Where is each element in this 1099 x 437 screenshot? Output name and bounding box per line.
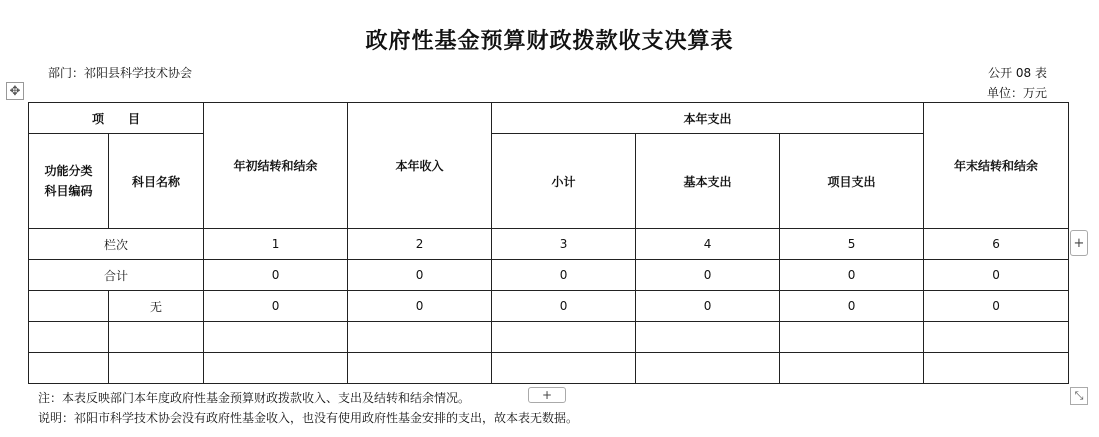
table-resize-icon[interactable]: ⤡ xyxy=(1070,387,1088,405)
table-row xyxy=(29,322,1069,353)
header-current-expense: 本年支出 xyxy=(492,103,924,134)
cell[interactable] xyxy=(204,322,348,353)
cell[interactable] xyxy=(492,353,636,384)
header-item: 项 目 xyxy=(29,103,204,134)
header-subject-name: 科目名称 xyxy=(109,134,204,229)
cell[interactable]: 0 xyxy=(492,260,636,291)
header-project-expense: 项目支出 xyxy=(780,134,924,229)
cell[interactable]: 0 xyxy=(348,260,492,291)
cell[interactable] xyxy=(780,353,924,384)
cell[interactable] xyxy=(348,353,492,384)
cell[interactable]: 0 xyxy=(924,291,1069,322)
cell[interactable]: 0 xyxy=(636,291,780,322)
cell[interactable]: 0 xyxy=(636,260,780,291)
cell[interactable]: 0 xyxy=(204,260,348,291)
cell[interactable] xyxy=(204,353,348,384)
cell[interactable] xyxy=(29,291,109,322)
cell[interactable] xyxy=(29,353,109,384)
header-opening-balance: 年初结转和结余 xyxy=(204,103,348,229)
table-move-icon[interactable]: ✥ xyxy=(6,82,24,100)
add-column-button[interactable]: + xyxy=(1070,230,1088,256)
table-note: 注：本表反映部门本年度政府性基金预算财政拨款收入、支出及结转和结余情况。 xyxy=(38,391,471,405)
cell[interactable] xyxy=(492,322,636,353)
cell[interactable] xyxy=(924,353,1069,384)
cell[interactable]: 0 xyxy=(348,291,492,322)
header-current-income: 本年收入 xyxy=(348,103,492,229)
cell[interactable]: 0 xyxy=(780,260,924,291)
cell[interactable] xyxy=(780,322,924,353)
cell[interactable] xyxy=(348,322,492,353)
table-row xyxy=(29,229,1069,260)
page-title: 政府性基金预算财政拨款收支决算表 xyxy=(365,29,734,54)
header-subtotal: 小计 xyxy=(492,134,636,229)
header-closing-balance: 年末结转和结余 xyxy=(924,103,1069,229)
cell[interactable]: 4 xyxy=(636,229,780,260)
header-func-code: 功能分类科目编码 xyxy=(29,134,109,229)
add-row-button[interactable]: + xyxy=(528,387,566,403)
column-no-label[interactable]: 栏次 xyxy=(29,229,204,260)
cell[interactable] xyxy=(29,322,109,353)
table-row xyxy=(29,291,1069,322)
cell[interactable]: 0 xyxy=(492,291,636,322)
table-code: 公开 08 表 xyxy=(988,66,1047,80)
cell[interactable] xyxy=(636,353,780,384)
cell[interactable] xyxy=(109,353,204,384)
cell[interactable] xyxy=(924,322,1069,353)
unit-label: 单位：万元 xyxy=(986,86,1047,100)
cell[interactable] xyxy=(109,322,204,353)
cell[interactable]: 0 xyxy=(204,291,348,322)
department-label: 部门：祁阳县科学技术协会 xyxy=(48,66,193,80)
budget-table xyxy=(28,102,1069,384)
header-basic-expense: 基本支出 xyxy=(636,134,780,229)
cell[interactable]: 3 xyxy=(492,229,636,260)
cell[interactable]: 0 xyxy=(924,260,1069,291)
cell[interactable] xyxy=(636,322,780,353)
subject-name-cell[interactable]: 无 xyxy=(109,291,204,322)
table-row xyxy=(29,353,1069,384)
cell[interactable]: 5 xyxy=(780,229,924,260)
cell[interactable]: 1 xyxy=(204,229,348,260)
table-row xyxy=(29,260,1069,291)
table-description: 说明：祁阳市科学技术协会没有政府性基金收入，也没有使用政府性基金安排的支出，故本表无数据。 xyxy=(38,411,579,425)
cell[interactable]: 2 xyxy=(348,229,492,260)
cell[interactable]: 0 xyxy=(780,291,924,322)
total-label[interactable]: 合计 xyxy=(29,260,204,291)
cell[interactable]: 6 xyxy=(924,229,1069,260)
